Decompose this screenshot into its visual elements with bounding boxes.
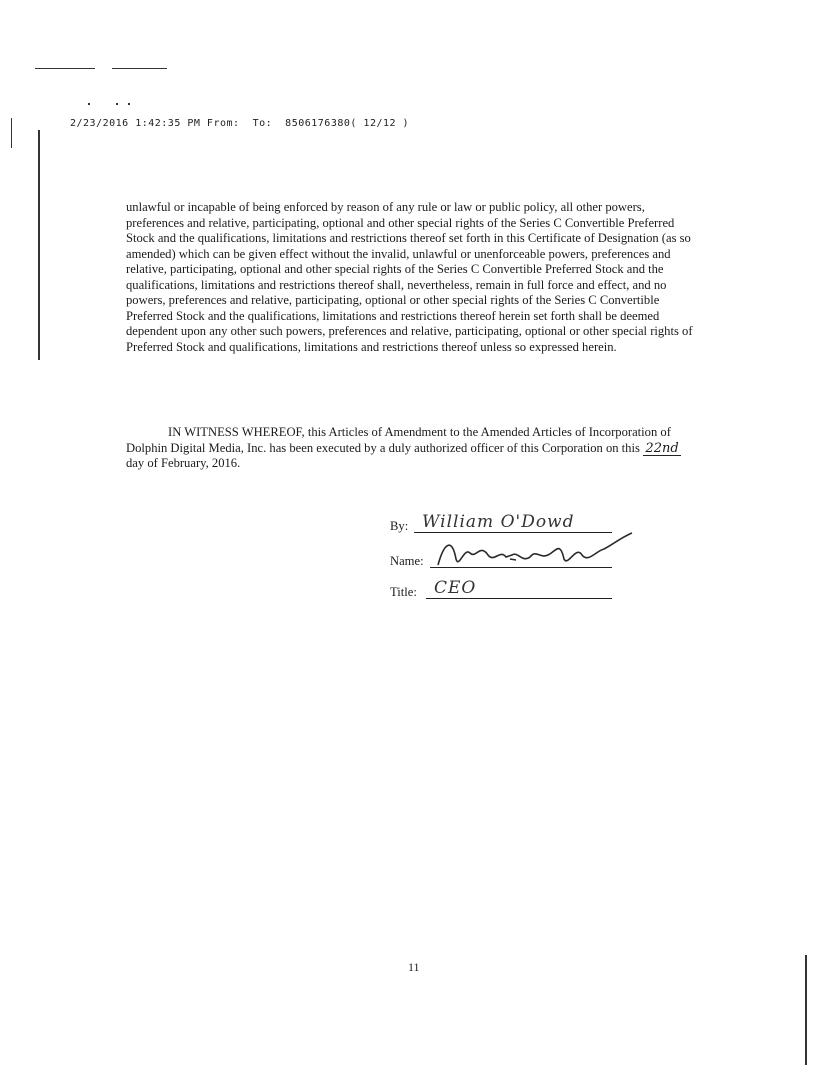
title-signature-line <box>426 598 612 599</box>
witness-paragraph <box>126 425 701 472</box>
by-handwritten-name: William O'Dowd <box>422 512 575 532</box>
title-handwritten-value: CEO <box>434 578 477 598</box>
scan-margin-bar-left <box>38 130 40 360</box>
witness-text-end: day of February, 2016. <box>126 456 241 470</box>
scan-line-top-2 <box>112 68 167 69</box>
scan-dot-3 <box>128 103 130 105</box>
scan-line-top <box>35 68 95 69</box>
title-row <box>390 578 615 602</box>
page-number: 11 <box>408 960 420 974</box>
handwritten-day: 22nd <box>643 443 681 456</box>
name-label: Name: <box>390 554 424 568</box>
scan-dot-1 <box>88 103 90 105</box>
witness-text: IN WITNESS WHEREOF, this Articles of Amendment to the Amended Articles of Incorporation of Dolphin Digital Media, Inc. has been executed by a duly authorized officer of this Corporation on this <box>126 425 671 455</box>
handwritten-signature <box>432 529 637 573</box>
scan-dot-2 <box>116 103 118 105</box>
scan-margin-bar-right <box>805 955 807 1065</box>
fax-header: 2/23/2016 1:42:35 PM From: To: 8506176380( 12/12 ) <box>70 118 410 129</box>
by-label: By: <box>390 519 409 533</box>
scan-tick-left <box>11 118 12 148</box>
name-row <box>390 547 615 571</box>
title-label: Title: <box>390 585 417 599</box>
body-paragraph: unlawful or incapable of being enforced by reason of any rule or law or public policy, all other powers, preferences and relative, participating, optional and other special rights of the Series C Convertible Preferred Stock and the qualifications, limitations and restrictions thereof set forth in this Certificate of Designation (as so amended) which can be given effect without the invalid, unlawful or unenforceable powers, preferences and relative, participating, optional and other special rights of the Series C Convertible Preferred Stock and the qualifications, limitations and restrictions thereof shall, nevertheless, remain in full force and effect, and no powers, preferences and relative, participating, optional or other special rights of the Series C Convertible Preferred Stock and the qualifications, limitations and restrictions thereof herein set forth shall be deemed dependent upon any other such powers, preferences and relative, participating, optional or other special rights of Preferred Stock and qualifications, limitations and restrictions thereof unless so expressed herein. <box>126 200 693 354</box>
